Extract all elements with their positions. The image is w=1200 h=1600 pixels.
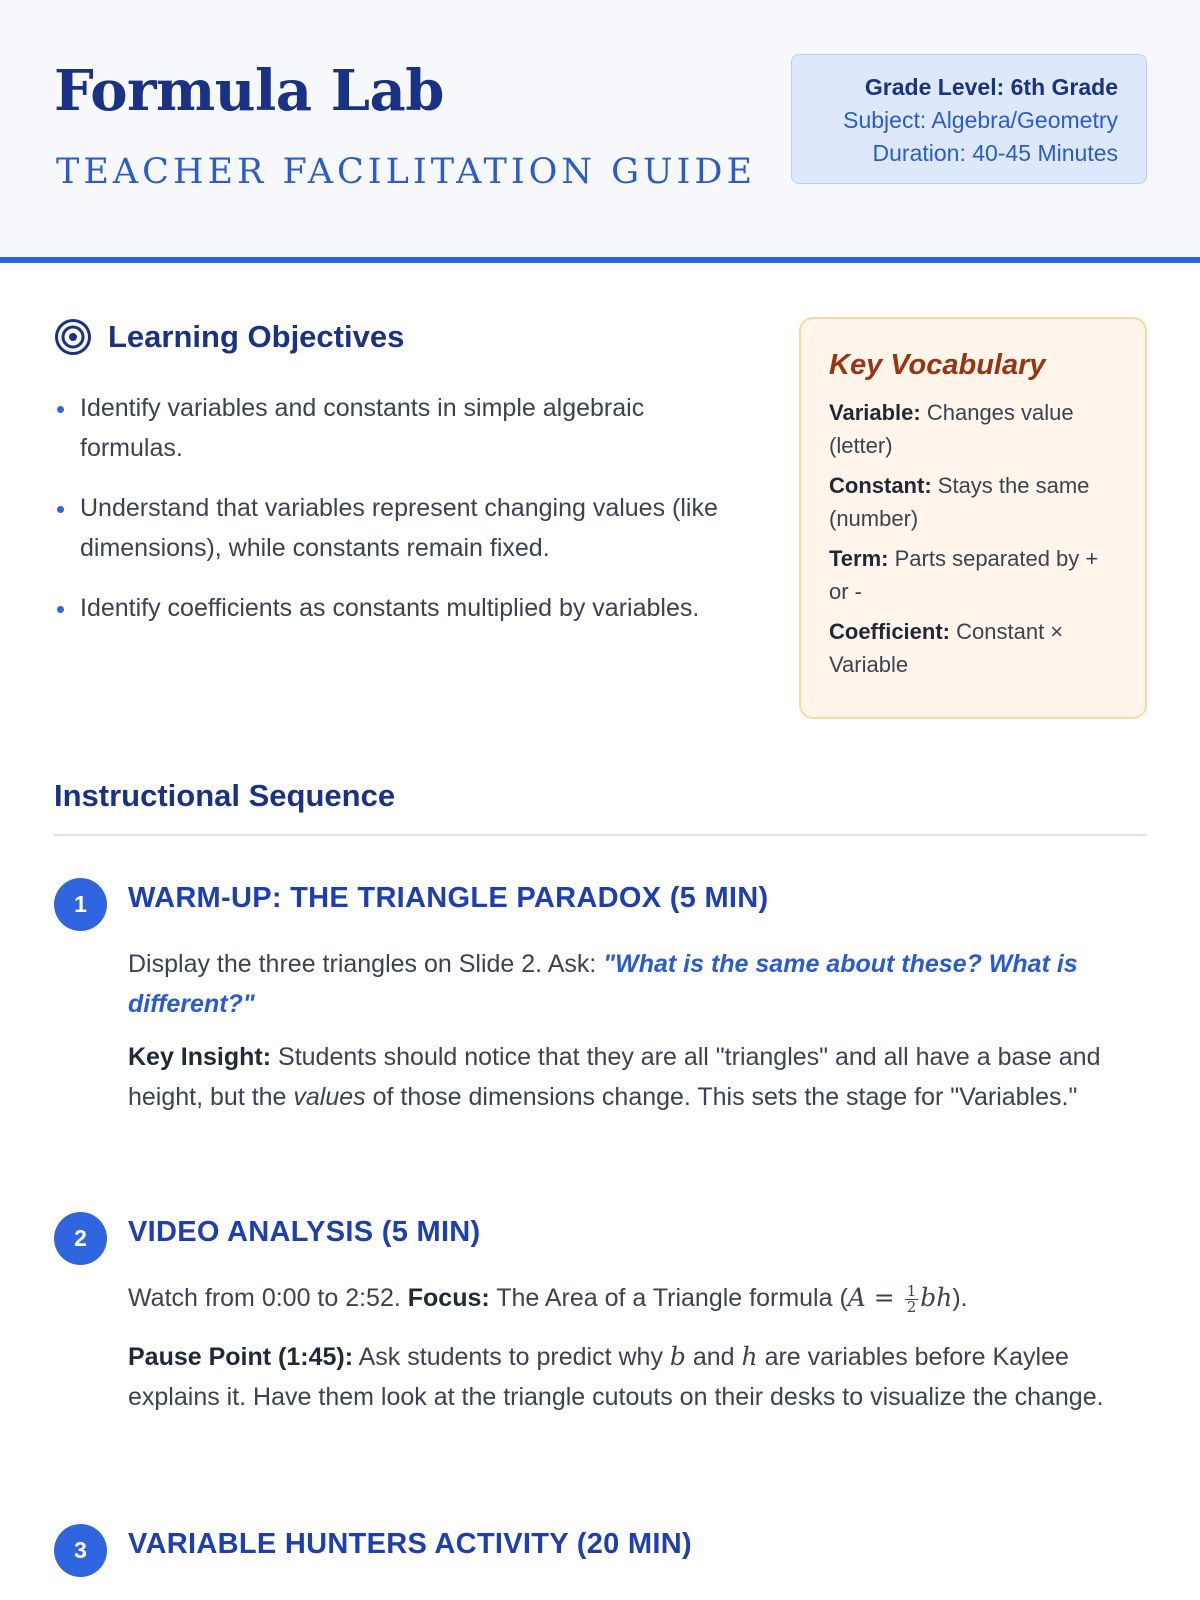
pause-point-label: Pause Point (1:45):	[128, 1343, 354, 1371]
page-subtitle: TEACHER FACILITATION GUIDE	[56, 152, 756, 192]
step-body	[128, 944, 1144, 1130]
step-paragraph	[128, 1037, 1144, 1117]
formula-variables: bh	[920, 1283, 953, 1312]
vocab-definition: Parts separated by + or -	[829, 546, 1099, 604]
focus-label: Focus:	[407, 1284, 490, 1312]
vocab-term: Coefficient:	[829, 619, 950, 644]
step-number-badge: 3	[54, 1524, 107, 1577]
step-emphasis: values	[293, 1083, 366, 1111]
formula-variable: A	[847, 1283, 866, 1312]
step-text: of those dimensions change. This sets the stage for "Variables."	[365, 1083, 1078, 1111]
page-title: Formula Lab	[54, 58, 444, 124]
vocab-definition: Stays the same (number)	[829, 473, 1090, 531]
step-title: VARIABLE HUNTERS ACTIVITY (20 MIN)	[128, 1528, 692, 1560]
vocab-definition: Constant × Variable	[829, 619, 1064, 677]
step-quote: "What is the same about these? What is different?"	[128, 950, 1078, 1018]
key-insight-label: Key Insight:	[128, 1043, 272, 1071]
vocab-term: Term:	[829, 546, 889, 571]
step-text: The Area of a Triangle formula (	[489, 1284, 848, 1312]
vocab-item	[829, 469, 1119, 535]
vocabulary-box	[799, 317, 1147, 719]
step-paragraph	[128, 1337, 1144, 1417]
step-body	[128, 1278, 1144, 1430]
fraction-denominator: 2	[906, 1297, 917, 1316]
objective-item: Identify coefficients as constants multiplied by variables.	[54, 588, 734, 628]
step-paragraph	[128, 1278, 1144, 1318]
step-text: ).	[952, 1284, 968, 1312]
objective-item: Understand that variables represent changing values (like dimensions), while constants remain fixed.	[54, 488, 734, 568]
fraction	[905, 1281, 919, 1316]
step-text: and	[685, 1343, 742, 1371]
vocab-item	[829, 542, 1119, 608]
vocab-term: Constant:	[829, 473, 932, 498]
objectives-heading	[54, 318, 404, 356]
step-text: Ask students to predict why	[353, 1343, 670, 1371]
step-number-badge: 1	[54, 878, 107, 931]
vocabulary-title: Key Vocabulary	[829, 349, 1046, 381]
variable-h: h	[741, 1342, 758, 1371]
objective-item: Identify variables and constants in simple algebraic formulas.	[54, 388, 734, 468]
variable-b: b	[669, 1342, 686, 1371]
step-text: Students should notice that they are all "triangles" and all have a base and height, but the	[128, 1043, 1101, 1111]
duration: Duration: 40-45 Minutes	[872, 140, 1118, 166]
step-number-badge: 2	[54, 1212, 107, 1265]
subject: Subject: Algebra/Geometry	[843, 107, 1118, 133]
objectives-list	[54, 388, 734, 648]
fraction-numerator: 1	[906, 1281, 917, 1300]
sequence-divider	[54, 834, 1147, 836]
header	[0, 0, 1200, 263]
grade-level: Grade Level: 6th Grade	[864, 74, 1118, 100]
vocab-item	[829, 396, 1119, 462]
formula-equals: =	[865, 1283, 903, 1312]
step-text: Display the three triangles on Slide 2. Ask:	[128, 950, 604, 978]
step-title: VIDEO ANALYSIS (5 MIN)	[128, 1216, 481, 1248]
step-text: Watch from 0:00 to 2:52.	[128, 1284, 408, 1312]
objectives-title: Learning Objectives	[108, 319, 405, 354]
vocab-item	[829, 615, 1119, 681]
target-icon	[54, 318, 92, 356]
step-title: WARM-UP: THE TRIANGLE PARADOX (5 MIN)	[128, 882, 769, 914]
vocab-term: Variable:	[829, 400, 921, 425]
step-paragraph	[128, 944, 1144, 1024]
lesson-info-box	[791, 54, 1147, 184]
step-text: are variables before Kaylee explains it. Have them look at the triangle cutouts on their desks to visualize the change.	[128, 1343, 1104, 1411]
sequence-title: Instructional Sequence	[54, 778, 396, 813]
vocab-definition: Changes value (letter)	[829, 400, 1074, 458]
